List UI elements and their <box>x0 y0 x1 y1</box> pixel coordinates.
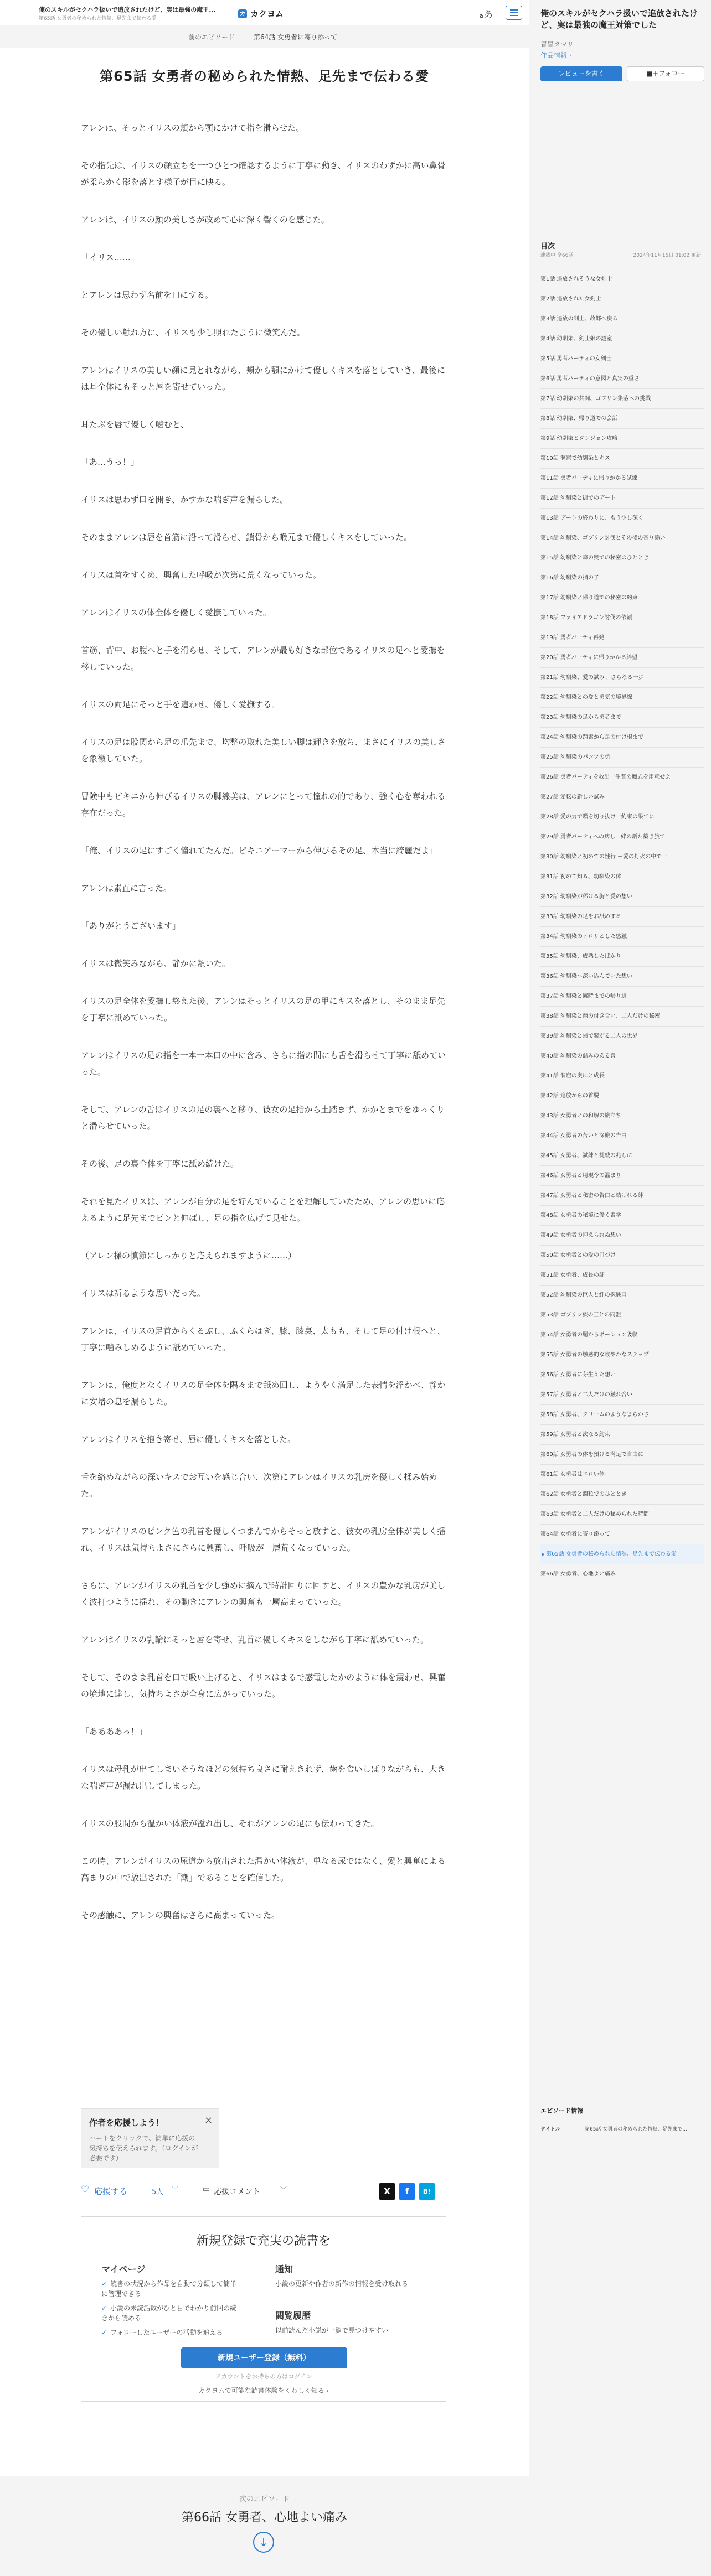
episode-item[interactable]: 第39話 幼馴染と帰で繋がる二人の世界 <box>540 1026 704 1046</box>
menu-icon <box>510 15 518 16</box>
body-paragraph: 「俺、イリスの足にすごく憧れてたんだ。ビキニアーマーから伸びるその足、本当に綺麗だよ」 <box>81 846 438 856</box>
notify-desc: 小説の更新や作者の新作の情報を受け取れる <box>275 2280 409 2288</box>
episode-item[interactable]: 第55話 女勇者の触感的な喉やかなステップ <box>540 1345 704 1365</box>
body-paragraph: 耳たぶを唇で優しく噛むと、 <box>81 419 189 429</box>
episode-item[interactable]: 第21話 幼馴染、愛の試み、さらなる一歩 <box>540 667 704 687</box>
episode-info-heading: エピソード情報 <box>540 2107 583 2114</box>
body-paragraph: そのままアレンは唇を首筋に沿って滑らせ、鎖骨から喉元まで優しくキスをしていった。 <box>81 532 412 542</box>
facebook-share-icon[interactable]: f <box>399 2183 415 2200</box>
author-link[interactable]: 冒冒タマリ <box>540 40 574 48</box>
register-button[interactable]: 新規ユーザー登録（無料） <box>181 2347 347 2368</box>
notify-heading: 通知 <box>275 2264 293 2274</box>
check-icon: ✓ <box>101 2280 107 2288</box>
episode-item[interactable]: 第31話 初めて知る、幼馴染の体 <box>540 867 704 887</box>
episode-item[interactable]: 第46話 女勇者と用現今の温まり <box>540 1165 704 1185</box>
episode-item[interactable]: 第1話 追放されそうな女剣士 <box>540 269 704 289</box>
sidebar <box>529 0 711 2576</box>
episode-item[interactable]: 第12話 幼馴染と街でのデート <box>540 488 704 508</box>
header-bar <box>0 0 529 26</box>
body-paragraph: イリスの足は股関から足の爪先まで、均整の取れた美しい脚は輝きを放ち、まさにイリスの美しさを象徴していた。 <box>81 737 446 764</box>
body-paragraph: イリスは首をすくめ、興奮した呼吸が次第に荒くなっていった。 <box>81 570 322 580</box>
episode-item[interactable]: 第66話 女勇者、心地よい痛み <box>540 1564 704 1584</box>
kakuyomu-logo[interactable] <box>238 8 284 19</box>
episode-item[interactable]: 第13話 デートの終わりに、もう少し深く <box>540 508 704 528</box>
episode-nav <box>0 25 529 48</box>
episode-item[interactable]: 第24話 幼馴染の踊素から足の付け根まで <box>540 727 704 747</box>
episode-item[interactable]: 第56話 女勇者に芽生えた想い <box>540 1365 704 1385</box>
episode-item[interactable]: 第42話 追放からの首脱 <box>540 1086 704 1106</box>
episode-item[interactable]: 第36話 幼馴染へ深い込んでいた想い <box>540 966 704 986</box>
learn-more-link[interactable]: カクヨムで可能な読書体験をくわしく知る › <box>198 2387 329 2394</box>
episode-item[interactable]: 第60話 女勇者の体を預ける満足で自由に <box>540 1444 704 1464</box>
follow-button[interactable]: ■+フォロー <box>627 66 704 81</box>
episode-item[interactable]: 第38話 幼馴染と幽の付き合い、二人だけの秘密 <box>540 1006 704 1026</box>
login-link[interactable]: アカウントをお持ちの方はログイン <box>215 2373 312 2380</box>
work-info-link[interactable]: 作品情報 › <box>540 51 572 59</box>
body-paragraph: アレンはイリスの体全体を優しく愛撫していった。 <box>81 608 271 618</box>
body-paragraph: イリスは微笑みながら、静かに頷いた。 <box>81 958 230 968</box>
episode-item[interactable]: 第58話 女勇者、クリームのようなまらかさ <box>540 1404 704 1424</box>
body-paragraph: この時、アレンがイリスの尿道から放出された温かい体液が、単なる尿ではなく、愛と興奮による高まりの中で放出された「潮」であることを確信した。 <box>81 1856 446 1883</box>
mypage-item: ✓ フォローしたユーザーの活動を追える <box>101 2329 223 2336</box>
episode-item[interactable]: 第40話 幼馴染の温みのある喜 <box>540 1046 704 1066</box>
body-paragraph: アレンは、イリスの足首からくるぶし、ふくらはぎ、膝、膝裏、太もも、そして足の付け根へと、丁寧に噛みしめるように舐めていった。 <box>81 1326 446 1352</box>
check-icon: ✓ <box>101 2304 107 2312</box>
toc-menu-button[interactable] <box>506 6 522 20</box>
font-toggle-label: あ <box>483 9 493 20</box>
body-paragraph: イリスは思わず口を開き、かすかな喘ぎ声を漏らした。 <box>81 495 288 505</box>
episode-item[interactable]: 第47話 女勇者と秘密の告白と結ばれる絆 <box>540 1185 704 1205</box>
body-paragraph: （アレン様の慎節にしっかりと応えられますように……） <box>81 1251 297 1261</box>
next-episode-section <box>0 2476 529 2576</box>
episode-item[interactable]: 第57話 女勇者と二人だけの触れ合い <box>540 1385 704 1404</box>
body-paragraph: そして、そのまま乳首を口で吸い上げると、イリスはまるで感電したかのように体を震わせ、興奮の境地に達し、気持ちよさが全身に広がっていった。 <box>81 1672 446 1699</box>
episode-item[interactable]: 第29話 勇者パーティへの病し一絆の新た築き旅て <box>540 827 704 847</box>
episode-item[interactable]: 第61話 女勇者はエロい体 <box>540 1464 704 1484</box>
support-box <box>81 2108 219 2168</box>
episode-item[interactable]: 第15話 幼馴染と森の奥での秘密のひととき <box>540 548 704 568</box>
episode-info-row <box>540 2125 704 2132</box>
check-icon: ✓ <box>101 2329 107 2336</box>
x-share-icon[interactable]: X <box>379 2183 395 2200</box>
episode-item[interactable]: 第19話 勇者パーティ再発 <box>540 628 704 647</box>
episode-item[interactable]: 第34話 幼馴染のトロリとした感触 <box>540 926 704 946</box>
body-paragraph: アレンがイリスのピンク色の乳首を優しくつまんでからそっと放すと、彼女の乳房全体が美しく揺れ、イリスは気持ちよさにさらに興奮し、呼吸が一層荒くなっていった。 <box>81 1526 446 1553</box>
support-comment-button[interactable]: 応援コメント <box>214 2188 260 2196</box>
episode-item[interactable]: 第41話 洞窟の奥にと成長 <box>540 1066 704 1086</box>
episode-item[interactable]: 第17話 幼馴染と帰り道での秘密の約束 <box>540 588 704 608</box>
comment-icon: ▭ <box>203 2185 210 2194</box>
toc-heading: 目次 <box>540 242 555 251</box>
episode-item[interactable]: 第10話 洞窟で幼馴染とキス <box>540 448 704 468</box>
write-review-button[interactable]: レビューを書く <box>540 66 622 81</box>
episode-item[interactable]: 第43話 女勇者との和解の旅立ち <box>540 1106 704 1126</box>
episode-item[interactable]: 第48話 女勇者の秘境に優く素学 <box>540 1205 704 1225</box>
body-paragraph: その後、足の裏全体を丁寧に舐め続けた。 <box>81 1159 239 1169</box>
body-paragraph: アレンはイリスを抱き寄せ、唇に優しくキスを落とした。 <box>81 1434 296 1444</box>
history-heading: 閲覧履歴 <box>275 2310 311 2321</box>
close-icon[interactable]: × <box>204 2114 213 2126</box>
episode-item-current[interactable]: 第65話 女勇者の秘められた情熱、足先まで伝わる愛 <box>540 1544 704 1564</box>
serial-status: 連載中 全66話 <box>540 253 574 258</box>
episode-item[interactable]: 第14話 幼馴染、ゴブリン討伐とその後の寄り添い <box>540 528 704 548</box>
update-date: 2024年11月15日 01:02 更新 <box>633 253 701 258</box>
episode-item[interactable]: 第63話 女勇者と二人だけの秘められた時間 <box>540 1504 704 1524</box>
support-count[interactable]: 5人 <box>152 2188 164 2196</box>
body-paragraph: イリスの股間から温かい体液が溢れ出し、それがアレンの足にも伝わってきた。 <box>81 1818 379 1828</box>
body-paragraph: アレンはイリスの足の指を一本一本口の中に含み、さらに指の間にも舌を滑らせて丁寧に舐めていった。 <box>81 1050 446 1077</box>
episode-item[interactable]: 第49話 女勇者の抑えられぬ想い <box>540 1225 704 1245</box>
episode-item[interactable]: 第4話 幼馴染、剣士娘の謎室 <box>540 329 704 349</box>
register-panel <box>81 2216 446 2402</box>
episode-item[interactable]: 第62話 女勇者と潤粒でのひととき <box>540 1484 704 1504</box>
episode-item[interactable]: 第2話 追放された女剣士 <box>540 289 704 309</box>
body-paragraph: 首筋、背中、お腹へと手を滑らせ、そして、アレンが最も好きな部位であるイリスの足へと愛撫を移していった。 <box>81 645 445 672</box>
episode-item[interactable]: 第35話 幼馴染、成熟したばかり <box>540 946 704 966</box>
episode-info-value: 第65話 女勇者の秘められた情熱、足先まで... <box>585 2127 687 2132</box>
arrow-down-icon[interactable]: ↓ <box>253 2532 274 2553</box>
episode-item[interactable]: 第54話 女勇者の腸からポーション吸収 <box>540 1325 704 1345</box>
episode-item[interactable]: 第20話 勇者パーティに帰りかかる絆望 <box>540 647 704 667</box>
mypage-item: ✓ 小説の未読話数がひと目でわかり前回の続きから読める <box>101 2304 237 2322</box>
work-title-link[interactable]: 俺のスキルがセクハラ扱いで追放されたけど、実は最強の魔王... <box>39 6 216 13</box>
body-paragraph: それを見たイリスは、アレンが自分の足を好んでいることを理解していたため、アレンの思いに応えるように足先までピンと伸ばし、足の指を広げて見せた。 <box>81 1196 445 1223</box>
toc-meta <box>540 251 701 258</box>
body-paragraph: アレンはイリスの美しい顔に見とれながら、頬から顎にかけて優しくキスを落としていき、最後には耳全体にもそっと唇を寄せていった。 <box>81 365 445 392</box>
body-paragraph: イリスの両足にそっと手を這わせ、優しく愛撫する。 <box>81 699 280 709</box>
episode-item[interactable]: 第53話 ゴブリン族の王との同盟 <box>540 1305 704 1325</box>
body-paragraph: 舌を絡めながらの深いキスでお互いを感じ合い、次第にアレンはイリスの乳房を優しく揉み始めた。 <box>81 1472 437 1499</box>
body-paragraph: 「イリス……」 <box>81 252 139 262</box>
body-paragraph: その優しい触れ方に、イリスも少し照れたように微笑んだ。 <box>81 328 305 338</box>
episode-item[interactable]: 第44話 女勇者の苦いと深旅の告白 <box>540 1126 704 1146</box>
support-button[interactable]: 応援する <box>94 2186 128 2196</box>
font-setting-button[interactable] <box>480 7 493 20</box>
episode-item[interactable]: 第22話 幼馴染との愛と勇気の境界線 <box>540 687 704 707</box>
logo-text: カクヨム <box>250 9 284 19</box>
register-title: 新規登録で充実の読書を <box>196 2234 331 2248</box>
episode-item[interactable]: 第9話 幼馴染とダンジョン攻略 <box>540 428 704 448</box>
font-size-icon: a <box>480 12 483 19</box>
heart-icon[interactable]: ♡ <box>81 2184 90 2195</box>
episode-item[interactable]: 第37話 幼馴染と擁時までの帰り道 <box>540 986 704 1006</box>
chevron-down-icon[interactable]: ﹀ <box>280 2186 287 2194</box>
body-paragraph: イリスの足全体を愛撫し終えた後、アレンはそっとイリスの足の甲にキスを落とし、そのまま足先を丁寧に舐めていった。 <box>81 996 446 1023</box>
menu-icon <box>510 9 518 11</box>
episode-item[interactable]: 第18話 ファイアドラゴン討伐の依頼 <box>540 608 704 628</box>
body-paragraph: アレンは、そっとイリスの頬から顎にかけて指を滑らせた。 <box>81 123 305 133</box>
body-paragraph: イリスは母乳が出てしまいそうなほどの気持ち良さに耐えきれず、歯を食いしばりながらも、大きな喘ぎ声が漏れ出してしまった。 <box>81 1764 446 1791</box>
episode-item[interactable]: 第3話 追放の剣士、故郷へ戻る <box>540 309 704 329</box>
support-title: 作者を応援しよう！ <box>89 2118 164 2128</box>
prev-episode-link[interactable]: 前のエピソード <box>188 33 235 41</box>
body-paragraph: 「ああああっ！」 <box>81 1727 147 1737</box>
episode-item[interactable]: 第30話 幼馴染と初めての性行 ー愛の灯火の中で一 <box>540 847 704 867</box>
episode-item[interactable]: 第52話 幼馴染の巨人と絆の探験口 <box>540 1285 704 1305</box>
episode-list <box>540 269 704 1584</box>
episode-item[interactable]: 第27話 愛転の新しい試み <box>540 787 704 807</box>
history-desc: 以前読んだ小説が一覧で見つけやすい <box>275 2326 389 2334</box>
episode-item[interactable]: 第64話 女勇者に寄り添って <box>540 1524 704 1544</box>
body-paragraph: さらに、アレンがイリスの乳首を少し強めに摘んで時計回りに回すと、イリスの豊かな乳房が美しく波打つように揺れ、その動きにアレンの興奮も一層高まっていった。 <box>81 1580 446 1607</box>
menu-icon <box>510 12 518 13</box>
support-desc: ハートをクリックで、簡単に応援の気持ちを伝えられます。（ログインが必要です） <box>89 2134 198 2162</box>
episode-body <box>81 120 446 1945</box>
body-paragraph: 冒険中もビキニから伸びるイリスの脚線美は、アレンにとって憧れの的であり、強く心を奪われる存在だった。 <box>81 791 446 818</box>
body-paragraph: そして、アレンの舌はイリスの足の裏へと移り、彼女の足指から土踏まず、かかとまでをゆっくりと滑らせていった。 <box>81 1105 445 1131</box>
episode-item[interactable]: 第28話 愛の力で贈を切り抜け一約束の果てに <box>540 807 704 827</box>
next-episode-label: 次のエピソード <box>239 2495 290 2504</box>
episode-item[interactable]: 第7話 幼馴染の共闘、ゴブリン集落への挑戦 <box>540 388 704 408</box>
sidebar-work-title[interactable]: 俺のスキルがセクハラ扱いで追放されたけど、実は最強の魔王対策でした <box>540 8 698 30</box>
episode-item[interactable]: 第5話 勇者パーティの女剣士 <box>540 349 704 369</box>
episode-item[interactable]: 第8話 幼馴染、帰り道での会話 <box>540 408 704 428</box>
body-paragraph: 「あ…うっ！」 <box>81 457 140 467</box>
mypage-item: ✓ 読書の状況から作品を自動で分類して簡単に管理できる <box>101 2280 237 2298</box>
episode-item[interactable]: 第51話 女勇者、成長の証 <box>540 1265 704 1285</box>
episode-item[interactable]: 第32話 幼馴染が稀ける胸と愛の想い <box>540 887 704 906</box>
body-paragraph: その感触に、アレンの興奮はさらに高まっていった。 <box>81 1910 280 1920</box>
episode-item[interactable]: 第23話 幼馴染の足から勇者まで <box>540 707 704 727</box>
episode-title: 第65話 女勇者の秘められた情熱、足先まで伝わる愛 <box>100 69 429 84</box>
body-paragraph: アレンは素直に言った。 <box>81 883 172 893</box>
episode-subtitle: 第65話 女勇者の秘められた情熱、足先まで伝わる愛 <box>39 16 157 22</box>
episode-item[interactable]: 第50話 女勇者との愛の口づけ <box>540 1245 704 1265</box>
episode-info-label: タイトル <box>540 2127 560 2132</box>
body-paragraph: アレンは、俺度となくイリスの足全体を隅々まで舐め回し、ようやく満足した表情を浮かべ、静かに安堵の息を漏らした。 <box>81 1380 446 1407</box>
episode-item[interactable]: 第25話 幼馴染のパンツの勇 <box>540 747 704 767</box>
next-episode-link[interactable]: 第66話 女勇者、心地よい痛み <box>182 2511 347 2525</box>
logo-icon: カ <box>238 9 247 18</box>
episode-item[interactable]: 第45話 女勇者、試練と挑戦の兆しに <box>540 1146 704 1165</box>
episode-item[interactable]: 第33話 幼馴染の足をお舐めする <box>540 906 704 926</box>
action-bar <box>81 2183 446 2200</box>
body-paragraph: アレンは、イリスの顔の美しさが改めて心に深く響くのを感じた。 <box>81 215 329 225</box>
body-paragraph: その指先は、イリスの顔立ちを一つひとつ確認するように丁寧に動き、イリスのわずかに高い鼻骨が柔らかく影を落とす様子が目に映る。 <box>81 160 446 187</box>
body-paragraph: 「ありがとうございます」 <box>81 921 181 931</box>
episode-item[interactable]: 第16話 幼馴染の指の子 <box>540 568 704 588</box>
next-episode-top-link[interactable]: 第64話 女勇者に寄り添って <box>254 33 338 41</box>
hatena-share-icon[interactable]: B! <box>419 2183 435 2200</box>
episode-item[interactable]: 第59話 女勇者と次なる約束 <box>540 1424 704 1444</box>
episode-item[interactable]: 第6話 勇者パーティの意図と真実の重さ <box>540 369 704 388</box>
body-paragraph: とアレンは思わず名前を口にする。 <box>81 290 214 300</box>
body-paragraph: イリスは祈るような思いだった。 <box>81 1288 205 1298</box>
body-paragraph: アレンはイリスの乳輪にそっと唇を寄せ、乳首に優しくキスをしながら丁寧に舐めていった。 <box>81 1635 429 1645</box>
mypage-heading: マイページ <box>101 2264 146 2274</box>
episode-item[interactable]: 第11話 勇者パーティに帰りかかる試練 <box>540 468 704 488</box>
episode-item[interactable]: 第26話 勇者パーティを救出一生賞の魔式を用意せよ <box>540 767 704 787</box>
chevron-down-icon[interactable]: ﹀ <box>172 2186 179 2194</box>
